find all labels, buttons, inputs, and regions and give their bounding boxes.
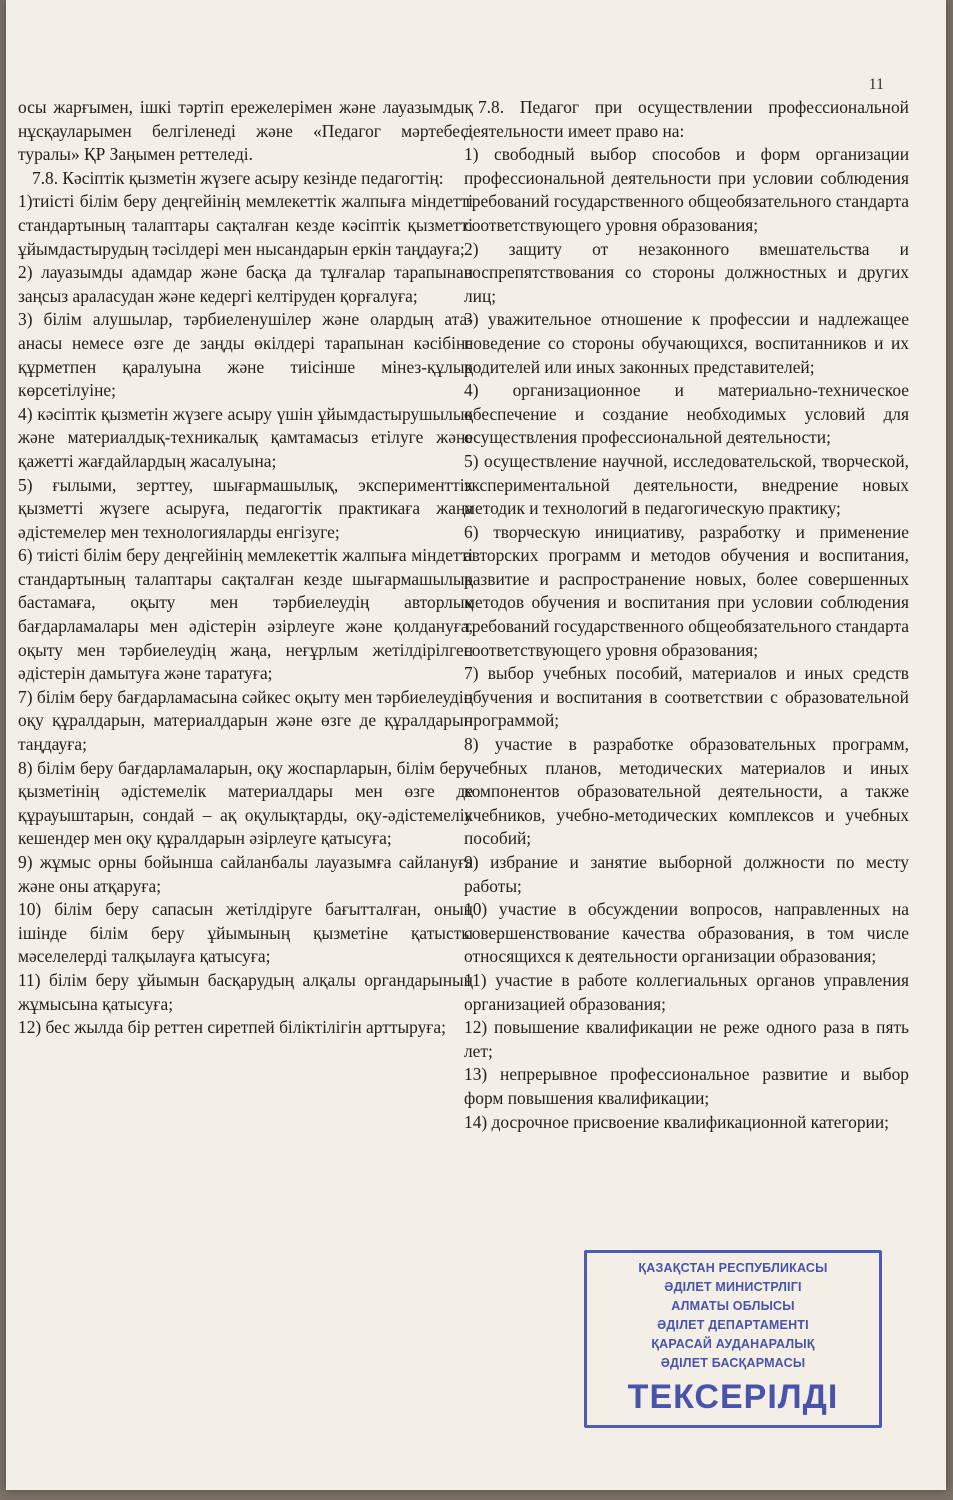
ru-paragraph: 10) участие в обсуждении вопросов, направленных на совершенствование качества образования, в том числе относящихся к деятельности организации образования; (464, 899, 909, 967)
ru-paragraph: 9) избрание и занятие выборной должности по месту работы; (464, 852, 909, 896)
stamp-line: ӘДІЛЕТ БАСҚАРМАСЫ (660, 1356, 806, 1370)
ru-paragraph: 14) досрочное присвоение квалификационной категории; (464, 1111, 889, 1132)
stamp-line: ӘДІЛЕТ МИНИСТРЛІГІ (664, 1280, 802, 1294)
stamp-verified-text: ТЕКСЕРІЛДІ (627, 1378, 839, 1416)
kk-paragraph: 2) лауазымды адамдар және басқа да тұлғалар тарапынан заңсыз араласудан және кедергі келтіруден қорғалуға; (18, 262, 473, 306)
kk-paragraph: 12) бес жылда бір реттен сиретпей біліктілігін арттыруға; (18, 1017, 446, 1038)
ru-paragraph: 5) осуществление научной, исследовательской, творческой, экспериментальной деятельности, внедрение новых методик и технологий в педагогическую практику; (464, 450, 909, 519)
ru-paragraph: 1) свободный выбор способов и форм организации профессиональной деятельности при условии соблюдения требований государственного общеобязательного стандарта соответствующего уровня образования; (464, 144, 909, 235)
kk-paragraph: 8) білім беру бағдарламаларын, оқу жоспарларын, білім беру қызметінің әдістемелік материалдары мен өзге де құрауыштарын, сондай – ақ оқулықтарды, оқу-әдістемелік кешендер мен оқу құралдарын әзірлеуге қатысуға; (18, 757, 473, 849)
stamp-line: ҚАРАСАЙ АУДАНАРАЛЫҚ (651, 1337, 815, 1351)
russian-text-column (464, 96, 909, 1134)
kk-paragraph: 9) жұмыс орны бойынша сайланбалы лауазымға сайлануға және оны атқаруға; (18, 852, 473, 896)
kk-paragraph: 7) білім беру бағдарламасына сәйкес оқыту мен тәрбиелеудің оқу құралдарын, материалдарын және өзге де құралдарын таңдауға; (18, 686, 473, 755)
ru-paragraph: 6) творческую инициативу, разработку и применение авторских программ и методов обучения и воспитания, развитие и распространение новых, более совершенных методов обучения и воспитания при условии соблюдения требований государственного общеобязательного стандарта соответствующего уровня образования; (464, 521, 909, 660)
ru-paragraph: 7) выбор учебных пособий, материалов и иных средств обучения и воспитания в соответствии с образовательной программой; (464, 663, 909, 731)
document-page (6, 0, 946, 1490)
ru-paragraph: 2) защиту от незаконного вмешательства и воспрепятствования со стороны должностных и других лиц; (464, 238, 909, 306)
ru-paragraph: 13) непрерывное профессиональное развитие и выбор форм повышения квалификации; (464, 1064, 909, 1108)
ru-paragraph: 7.8. Педагог при осуществлении профессиональной деятельности имеет право на: (464, 97, 909, 141)
kk-paragraph: 3) білім алушылар, тәрбиеленушілер және олардың ата-анасы немесе өзге де заңды өкілдері тарапынан кәсібіне құрметпен қаралуына және тиісінше мінез-құлық көрсетілуіне; (18, 309, 473, 401)
kk-paragraph: 4) кәсіптік қызметін жүзеге асыру үшін ұйымдастырушылық және материалдық-техникалық қамтамасыз етілуге және қажетті жағдайлардың жасалуына; (18, 403, 473, 471)
stamp-line: ҚАЗАҚСТАН РЕСПУБЛИКАСЫ (638, 1261, 828, 1275)
page-number: 11 (868, 76, 884, 93)
stamp-line: АЛМАТЫ ОБЛЫСЫ (671, 1299, 795, 1313)
verification-stamp (584, 1250, 882, 1428)
kk-paragraph: 1)тиісті білім беру деңгейінің мемлекеттік жалпыға міндетті стандартының талаптары сақталған кезде кәсіптік қызметті ұйымдастырудың тәсілдері мен нысандарын еркін таңдауға; (18, 191, 473, 259)
ru-paragraph: 4) организационное и материально-техническое обеспечение и создание необходимых условий для осуществления профессиональной деятельности; (464, 380, 909, 448)
kk-paragraph: 10) білім беру сапасын жетілдіруге бағытталған, оның ішінде білім беру ұйымының қызметіне қатысты мәселелерді талқылауға қатысуға; (18, 899, 473, 967)
stamp-line: ӘДІЛЕТ ДЕПАРТАМЕНТІ (657, 1318, 809, 1332)
ru-paragraph: 12) повышение квалификации не реже одного раза в пять лет; (464, 1017, 909, 1061)
kk-paragraph: 11) білім беру ұйымын басқарудың алқалы органдарының жұмысына қатысуға; (18, 969, 473, 1014)
ru-paragraph: 8) участие в разработке образовательных программ, учебных планов, методических материалов и иных компонентов образовательной деятельности, а также учебников, учебно-методических комплексов и учебных пособий; (464, 734, 909, 849)
kk-paragraph: 6) тиісті білім беру деңгейінің мемлекеттік жалпыға міндетті стандартының талаптары сақталған кезде шығармашылық бастамаға, оқыту мен тәрбиелеудің авторлық бағдарламалары мен әдістерін әзірлеуге және қолдануға, оқыту мен тәрбиелеудің жаңа, неғұрлым жетілдірілген әдістерін дамытуға және таратуға; (18, 545, 473, 684)
ru-paragraph: 3) уважительное отношение к профессии и надлежащее поведение со стороны обучающихся, воспитанников и их родителей или иных законных представителей; (464, 309, 909, 377)
kk-paragraph: 7.8. Кәсіптік қызметін жүзеге асыру кезінде педагогтің: (32, 167, 444, 188)
kk-paragraph: осы жарғымен, ішкі тәртіп ережелерімен және лауазымдық нұсқауларымен белгіленеді және «Педагог мәртебесі туралы» ҚР Заңымен реттеледі. (18, 97, 473, 165)
ru-paragraph: 11) участие в работе коллегиальных органов управления организацией образования; (464, 969, 909, 1014)
kk-paragraph: 5) ғылыми, зерттеу, шығармашылық, эксперименттік қызметті жүзеге асыруға, педагогтік практикаға жаңа әдістемелер мен технологияларды енгізуге; (18, 474, 473, 542)
kazakh-text-column (18, 96, 473, 1040)
